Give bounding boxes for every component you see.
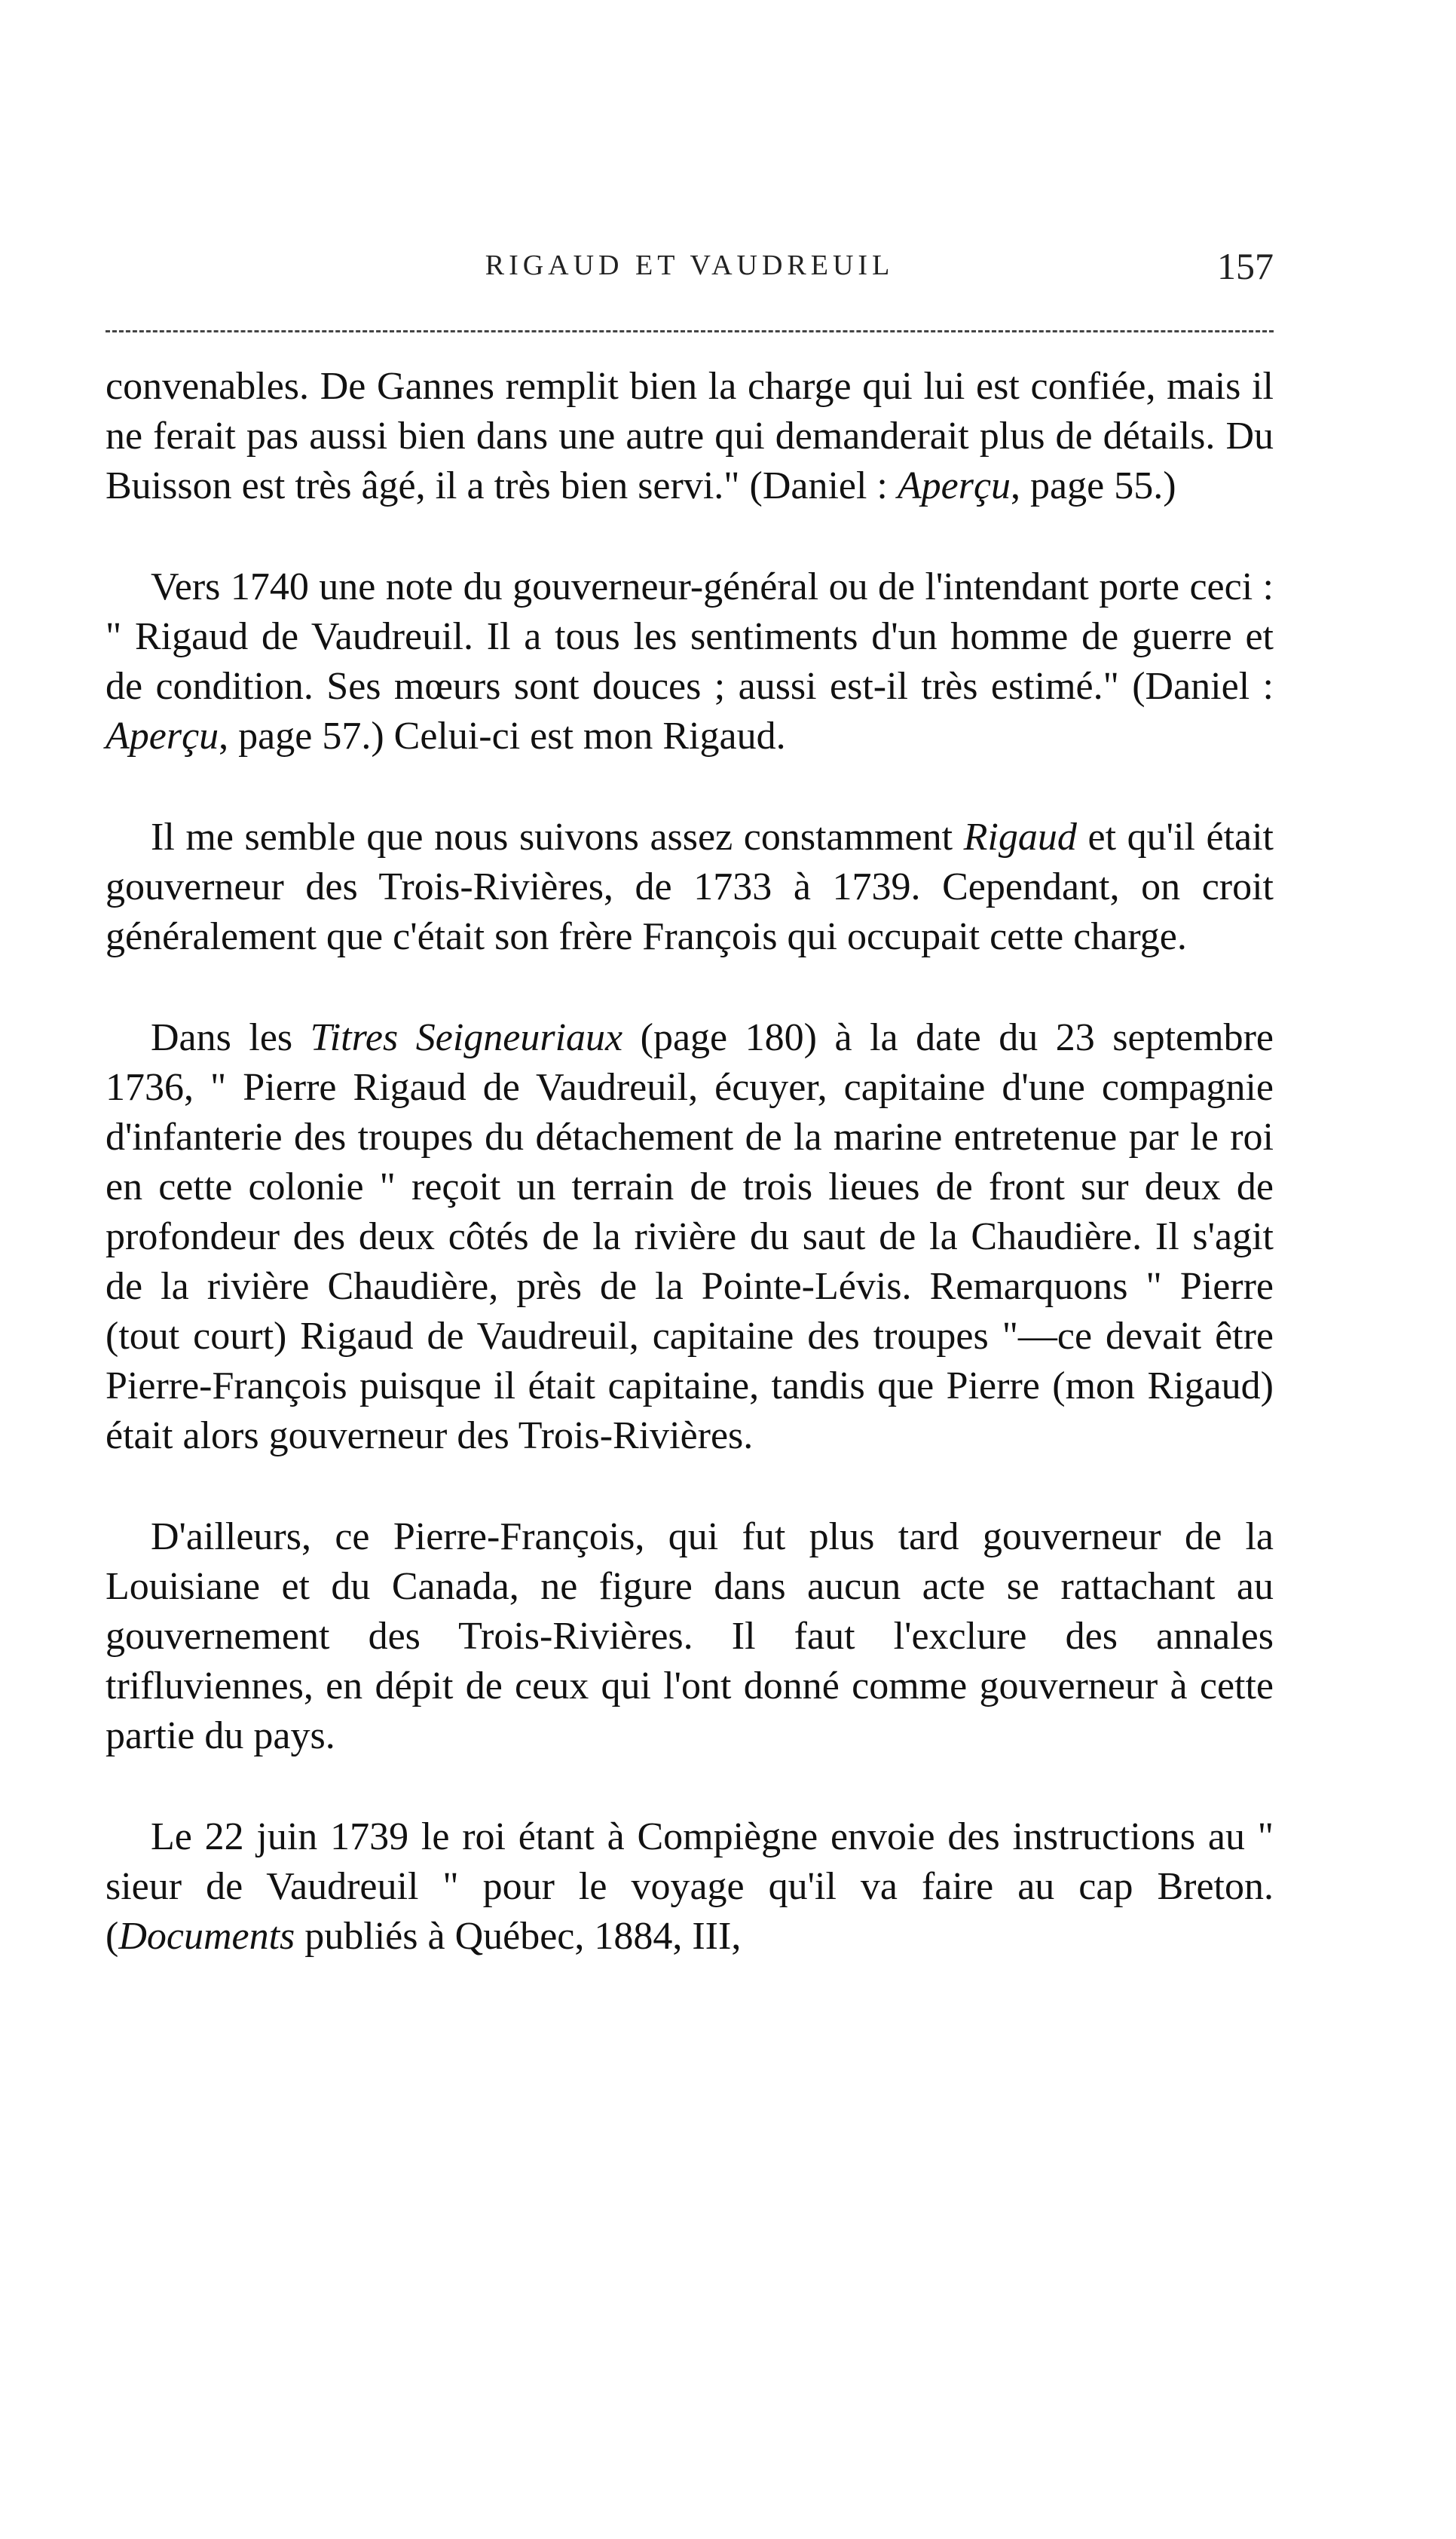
- paragraph-1-text-a: convenables. De Gannes remplit bien la charge qui lui est confiée, mais il ne ferait pas aussi bien dans une autre qui demanderait plus de détails. Du Buisson est très âgé, il a très bien servi." (Daniel :: [106, 365, 1274, 507]
- paragraph-2-text-b: , page 57.) Celui-ci est mon Rigaud.: [219, 715, 786, 758]
- header-rule: [106, 330, 1274, 332]
- paragraph-1-italic: Aperçu: [897, 464, 1011, 507]
- paragraph-1-text-b: , page 55.): [1011, 464, 1176, 507]
- paragraph-6-italic: Documents: [118, 1915, 295, 1958]
- paragraph-2-text-a: Vers 1740 une note du gouverneur-général ou de l'intendant porte ceci : " Rigaud de Vaudreuil. Il a tous les sentiments d'un homme de guerre et de condition. Ses mœurs sont douces ; aussi est-il très estimé." (Daniel :: [106, 565, 1274, 708]
- paragraph-2: [106, 562, 1274, 761]
- paragraph-4: [106, 1013, 1274, 1461]
- running-title: RIGAUD ET VAUDREUIL: [485, 250, 895, 281]
- paragraph-3-text-a: Il me semble que nous suivons assez constamment: [151, 816, 964, 859]
- paragraph-3: [106, 813, 1274, 962]
- paragraph-5-text-a: D'ailleurs, ce Pierre-François, qui fut plus tard gouverneur de la Louisiane et du Canada, ne figure dans aucun acte se rattachant au gouvernement des Trois-Rivières. Il faut l'exclure des annales trifluviennes, en dépit de ceux qui l'ont donné comme gouverneur à cette partie du pays.: [106, 1515, 1274, 1757]
- paragraph-1: [106, 362, 1274, 511]
- body-text: [106, 362, 1274, 2013]
- paragraph-4-text-b: (page 180) à la date du 23 septembre 1736, " Pierre Rigaud de Vaudreuil, écuyer, capitaine d'une compagnie d'infanterie des troupes du détachement de la marine entretenue par le roi en cette colonie " reçoit un terrain de trois lieues de front sur deux de profondeur des deux côtés de la rivière du saut de la Chaudière. Il s'agit de la rivière Chaudière, près de la Pointe-Lévis. Remarquons " Pierre (tout court) Rigaud de Vaudreuil, capitaine des troupes "—ce devait être Pierre-François puisque il était capitaine, tandis que Pierre (mon Rigaud) était alors gouverneur des Trois-Rivières.: [106, 1016, 1274, 1457]
- paragraph-4-text-a: Dans les: [151, 1016, 310, 1059]
- running-head: [106, 245, 1274, 294]
- page-number: 157: [1217, 245, 1274, 287]
- paragraph-3-text-b: et qu'il était gouverneur des Trois-Rivières, de 1733 à 1739. Cependant, on croit généralement que c'était son frère François qui occupait cette charge.: [106, 816, 1274, 958]
- paragraph-6: [106, 1812, 1274, 1962]
- paragraph-2-italic: Aperçu: [106, 715, 219, 758]
- paragraph-4-italic: Titres Seigneuriaux: [310, 1016, 623, 1059]
- paragraph-5: [106, 1512, 1274, 1761]
- paragraph-3-italic: Rigaud: [963, 816, 1077, 859]
- paragraph-6-text-a: Le 22 juin 1739 le roi étant à Compiègne envoie des instructions au " sieur de Vaudreuil " pour le voyage qu'il va faire au cap Breton. (: [106, 1815, 1274, 1958]
- paragraph-6-text-b: publiés à Québec, 1884, III,: [295, 1915, 742, 1958]
